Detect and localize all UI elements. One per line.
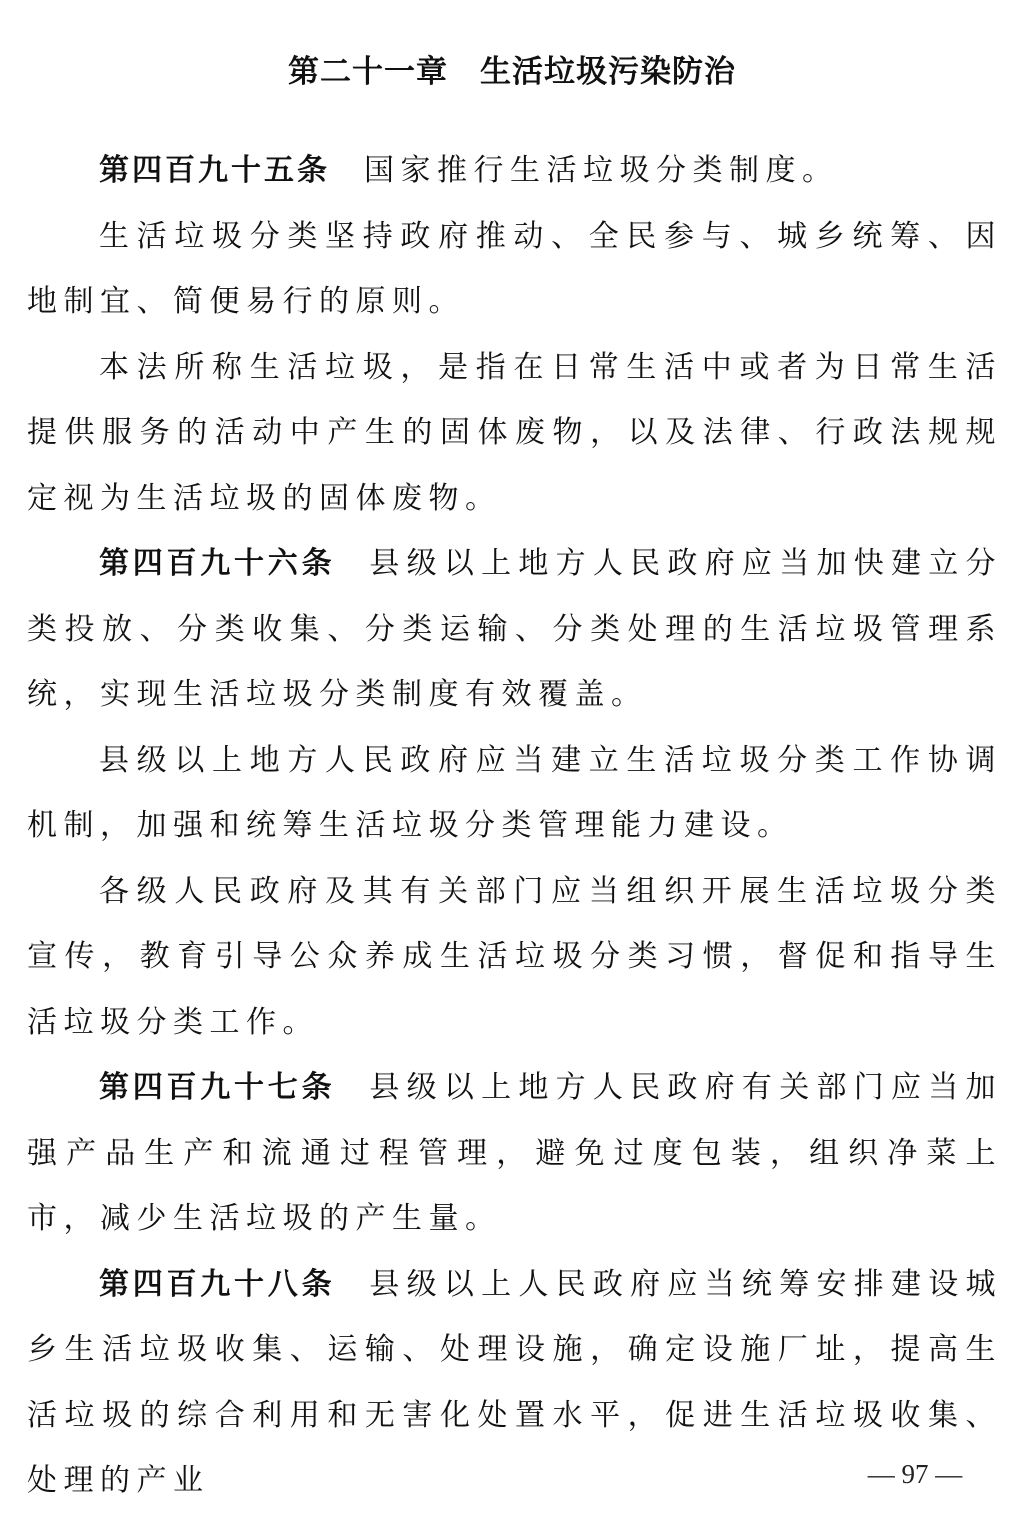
paragraph: [27, 531, 1002, 728]
chapter-title: 第二十一章 生活垃圾污染防治: [288, 54, 736, 90]
paragraph: [27, 335, 1002, 532]
body-text: [27, 138, 1002, 1514]
paragraph-text: 县级以上人民政府应当统筹安排建设城乡生活垃圾收集、运输、处理设施，确定设施厂址，提高生活垃圾的综合利用和无害化处置水平，促进生活垃圾收集、处理的产业: [27, 1266, 1003, 1498]
article-number: 第四百九十六条: [99, 546, 336, 581]
paragraph-text: 本法所称生活垃圾，是指在日常生活中或者为日常生活提供服务的活动中产生的固体废物，以及法律、行政法规规定视为生活垃圾的固体废物。: [27, 349, 1002, 516]
article-number: 第四百九十八条: [99, 1266, 336, 1302]
paragraph-text: 县级以上地方人民政府应当建立生活垃圾分类工作协调机制，加强和统筹生活垃圾分类管理能力建设。: [27, 742, 1002, 843]
paragraph-text: 国家推行生活垃圾分类制度。: [364, 153, 839, 188]
paragraph-text: 县级以上地方人民政府有关部门应当加强产品生产和流通过程管理，避免过度包装，组织净菜上市，减少生活垃圾的产生量。: [27, 1070, 1003, 1236]
paragraph: [27, 728, 1002, 859]
paragraph-text: 各级人民政府及其有关部门应当组织开展生活垃圾分类宣传，教育引导公众养成生活垃圾分类习惯，督促和指导生活垃圾分类工作。: [27, 873, 1002, 1040]
paragraph: [27, 138, 1002, 204]
page-number: — 97 —: [867, 1459, 963, 1489]
paragraph: [27, 204, 1002, 335]
paragraph: [27, 1055, 1002, 1252]
article-number: 第四百九十五条: [99, 153, 330, 188]
paragraph: [27, 859, 1002, 1056]
paragraph-text: 生活垃圾分类坚持政府推动、全民参与、城乡统筹、因地制宜、简便易行的原则。: [27, 218, 1002, 319]
paragraph-text: 县级以上地方人民政府应当加快建立分类投放、分类收集、分类运输、分类处理的生活垃圾管理系统，实现生活垃圾分类制度有效覆盖。: [27, 546, 1003, 712]
article-number: 第四百九十七条: [99, 1070, 336, 1105]
